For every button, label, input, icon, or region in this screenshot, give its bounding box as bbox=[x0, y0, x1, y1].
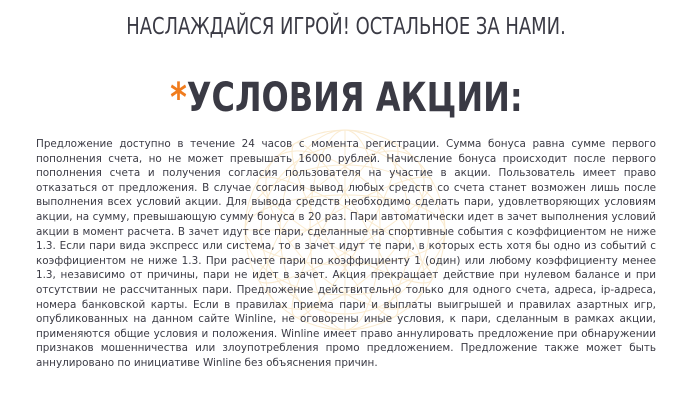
terms-body-text: Предложение доступно в течение 24 часов с момента регистрации. Сумма бонуса равна сумме первого пополнения счета, но не может превышать 16000 рублей. Начисление бонуса происходит после первого пополнения счета и получения согласия пользователя на участие в акции. Пользователь имеет право отказаться от предложения. В случае согласия вывод любых средств со счета станет возможен лишь после выполнения всех условий акции. Для вывода средств необходимо сделать пари, удовлетворяющих условиям акции, на сумму, превышающую сумму бонуса в 20 раз. Пари автоматически идет в зачет выполнения условий акции в момент расчета. В зачет идут все пари, сделанные на спортивные события с коэффициентом не ниже 1.3. Если пари вида экспресс или система, то в зачет идут те пари, в которых есть хотя бы одно из событий с коэффициентом не ниже 1.3. При расчете пари по коэффициенту 1 (один) или любому коэффициенту менее 1.3, независимо от причины, пари не идет в зачет. Акция прекращает действие при нулевом балансе и при отсутствии не рассчитанных пари. Предложение действительно только для одного счета, адреса, ip-адреса, номера банковской карты. Если в правилах приема пари и выплаты выигрышей и правилах азартных игр, опубликованных на данном сайте Winline, не оговорены иные условия, к пари, сделанным в рамках акции, применяются общие условия и положения. Winline имеет право аннулировать предложение при обнаружении признаков мошенничества или злоупотребления промо предложением. Предложение также может быть аннулировано по инициативе Winline без объяснения причин. bbox=[36, 138, 656, 369]
terms-title-text: УСЛОВИЯ АКЦИИ: bbox=[186, 75, 523, 121]
asterisk-icon: * bbox=[169, 75, 187, 121]
terms-title-row bbox=[0, 76, 692, 120]
terms-title bbox=[170, 76, 523, 120]
page-headline: НАСЛАЖДАЙСЯ ИГРОЙ! ОСТАЛЬНОЕ ЗА НАМИ. bbox=[126, 14, 566, 40]
